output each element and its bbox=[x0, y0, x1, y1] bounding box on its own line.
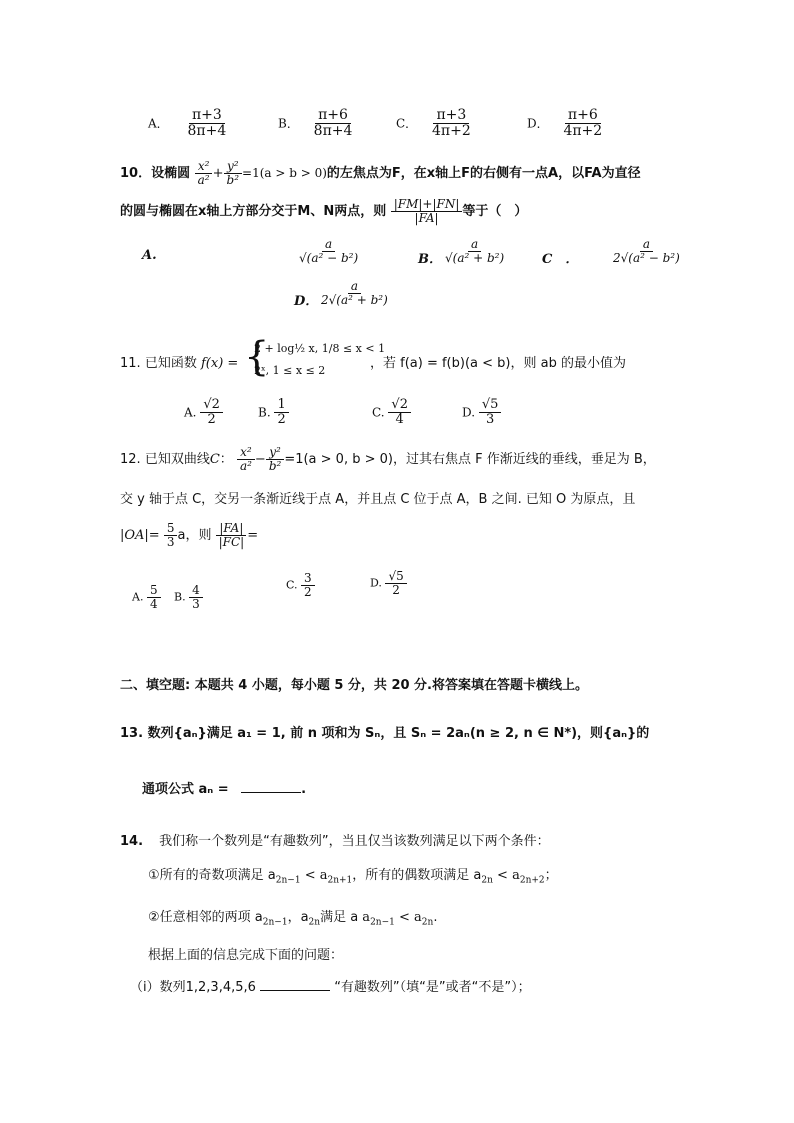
fraction bbox=[274, 398, 288, 428]
q14-condition-1: ①所有的奇数项满足 $a_{2n-1} < a_{2n+1}$，所有的偶数项满足 $a_{2n} < a_{2n+2}$； bbox=[148, 868, 558, 886]
q11-case1: 2 + log½ x, 1/8 ≤ x < 1 bbox=[254, 342, 386, 355]
q14-cond2c: 满足 a bbox=[320, 910, 359, 925]
q12-option-c bbox=[286, 572, 315, 599]
numerator: a bbox=[468, 238, 481, 252]
q14-intro: 我们称一个数列是“有趣数列”，当且仅当该数列满足以下两个条件： bbox=[159, 834, 550, 849]
q11-cases bbox=[254, 338, 385, 382]
numerator: 1 bbox=[274, 398, 288, 413]
q12-option-b bbox=[174, 584, 203, 611]
numerator: √5 bbox=[385, 570, 406, 584]
q10-option-a bbox=[296, 238, 361, 265]
q13-end: . bbox=[301, 782, 307, 797]
q14-cond1b: ，所有的偶数项满足 a bbox=[352, 868, 482, 883]
q11-text1: 已知函数 bbox=[144, 356, 197, 371]
q10-option-c-label: C ． bbox=[542, 252, 579, 267]
q10-condition: =1(a > b > 0) bbox=[242, 166, 327, 181]
option-label: A. bbox=[184, 405, 197, 420]
q13-line2 bbox=[142, 778, 306, 797]
fraction bbox=[195, 160, 213, 187]
question-number: 10． bbox=[120, 166, 152, 182]
question-number: 11. bbox=[120, 356, 141, 371]
numerator: x² bbox=[195, 160, 213, 174]
fraction bbox=[311, 108, 356, 140]
numerator: √2 bbox=[200, 398, 223, 413]
q11-option-a bbox=[184, 398, 223, 428]
fraction bbox=[318, 280, 391, 307]
question-number: 13. bbox=[120, 726, 144, 741]
q10-text3: 的圆与椭圆在x轴上方部分交于M、N两点，则 bbox=[120, 204, 387, 220]
denominator: a² bbox=[197, 173, 210, 188]
section-heading: 二、填空题: 本题共 4 小题，每小题 5 分，共 20 分.将答案填在答题卡横线上。 bbox=[120, 678, 589, 693]
fraction bbox=[479, 398, 502, 428]
denominator: b² bbox=[268, 459, 282, 474]
denominator: 3 bbox=[485, 412, 495, 428]
q12-option-a bbox=[132, 584, 161, 611]
denominator: 4π+2 bbox=[563, 123, 603, 140]
q14-cond2a: ②任意相邻的两项 a bbox=[148, 910, 263, 925]
q9-option-c bbox=[396, 108, 474, 140]
numerator: √2 bbox=[388, 398, 411, 413]
q13-line2-text: 通项公式 aₙ = bbox=[142, 782, 229, 797]
denominator: 2 bbox=[277, 412, 286, 428]
denominator: 8π+4 bbox=[187, 123, 227, 140]
q11-option-b bbox=[258, 398, 289, 428]
denominator: √(a² + b²) bbox=[445, 251, 505, 266]
numerator: y² bbox=[266, 446, 284, 460]
denominator: 3 bbox=[192, 597, 200, 612]
q14-cond2d: . bbox=[433, 910, 438, 925]
q10-text2: 的左焦点为F，在x轴上F的右侧有一点A，以FA为直径 bbox=[326, 166, 641, 182]
q14-cond1c: ； bbox=[544, 868, 558, 883]
q11-case2: 2ˣ, 1 ≤ x ≤ 2 bbox=[254, 364, 326, 377]
numerator: π+6 bbox=[565, 108, 601, 124]
answer-blank[interactable] bbox=[260, 990, 330, 991]
fraction bbox=[147, 584, 161, 611]
fraction bbox=[385, 570, 406, 597]
numerator: 4 bbox=[189, 584, 203, 598]
denominator: 4 bbox=[149, 597, 158, 612]
numerator: |FM|+|FN| bbox=[391, 198, 463, 212]
fraction bbox=[216, 522, 248, 549]
option-label: A. bbox=[132, 590, 144, 604]
q12-oa-a: a，则 bbox=[177, 528, 212, 544]
q14-condition-2: ②任意相邻的两项 $a_{2n-1}$，$a_{2n}$满足 a $a_{2n-1} < a_{2n}$. bbox=[148, 910, 438, 928]
numerator: a bbox=[640, 238, 653, 252]
numerator: 5 bbox=[147, 584, 161, 598]
fraction bbox=[388, 398, 411, 428]
q9-option-b bbox=[278, 108, 355, 140]
q10-option-b bbox=[442, 238, 507, 265]
curve-name: C bbox=[209, 452, 220, 468]
numerator: |FA| bbox=[216, 522, 246, 536]
denominator: 8π+4 bbox=[313, 123, 353, 140]
q10-text4: 等于（ ） bbox=[462, 204, 528, 220]
denominator: b² bbox=[226, 173, 240, 188]
option-label: B. bbox=[174, 590, 186, 604]
q12-line3 bbox=[120, 522, 258, 549]
denominator: |FA| bbox=[414, 211, 439, 226]
fraction bbox=[200, 398, 223, 428]
q10-option-d bbox=[318, 280, 391, 307]
numerator: 5 bbox=[164, 522, 178, 536]
q11-option-c bbox=[372, 398, 411, 428]
q14-part1 bbox=[130, 976, 531, 995]
denominator: 2 bbox=[207, 412, 216, 428]
fraction bbox=[189, 584, 203, 611]
q10-option-b-label: B． bbox=[418, 252, 442, 267]
fraction bbox=[266, 446, 285, 473]
q9-option-d bbox=[527, 108, 605, 140]
option-label: B. bbox=[258, 405, 271, 420]
option-label: B． bbox=[278, 116, 299, 131]
option-label: C. bbox=[372, 405, 385, 420]
q12-text1: 已知双曲线 bbox=[144, 452, 210, 468]
q10-option-c bbox=[610, 238, 683, 265]
q11-line1 bbox=[120, 352, 238, 371]
numerator: y² bbox=[224, 160, 242, 174]
fraction bbox=[610, 238, 683, 265]
denominator: 2√(a² − b²) bbox=[613, 251, 680, 266]
fraction bbox=[164, 522, 178, 549]
q10-line1: 10．设椭圆 $\frac{\text{x²}}{\text{a²}}$ + $\frac{\text{y²}}{\text{b²}}$ =1(a > b > 0)的左焦点为F，在x轴上F的右侧有一点A，以FA为直径 bbox=[120, 159, 641, 188]
numerator: a bbox=[348, 280, 361, 294]
numerator: π+6 bbox=[315, 108, 351, 124]
option-label: D． bbox=[527, 116, 549, 131]
piecewise-brace: { bbox=[244, 334, 270, 380]
denominator: a² bbox=[239, 459, 252, 474]
numerator: π+3 bbox=[433, 108, 469, 124]
q10-option-a-label: A. bbox=[142, 248, 157, 263]
q14-cond2b: ，a bbox=[287, 910, 309, 925]
oa-label: |OA|= bbox=[120, 528, 160, 544]
denominator: 3 bbox=[166, 535, 175, 550]
numerator: π+3 bbox=[189, 108, 225, 124]
answer-blank[interactable] bbox=[241, 792, 301, 793]
q14-cond1a: ①所有的奇数项满足 a bbox=[148, 868, 276, 883]
denominator: |FC| bbox=[218, 535, 245, 550]
fraction bbox=[442, 238, 507, 265]
denominator: √(a² − b²) bbox=[299, 251, 359, 266]
q12-line2: 交 y 轴于点 C，交另一条渐近线于点 A，并且点 C 位于点 A，B 之间. 已知 O 为原点，且 bbox=[120, 492, 636, 507]
q12-eq: =1(a > 0, b > 0)，过其右焦点 F 作渐近线的垂线，垂足为 B， bbox=[284, 452, 656, 468]
fraction bbox=[224, 160, 243, 187]
numerator: √5 bbox=[479, 398, 502, 413]
option-label: C. bbox=[286, 578, 298, 592]
denominator: 2 bbox=[304, 585, 312, 600]
q10-option-d-label: D． bbox=[294, 294, 319, 309]
q12-line1: 12. 已知双曲线C： $\frac{\text{x²}}{\text{a²}}$ − $\frac{\text{y²}}{\text{b²}}$ =1(a > 0, b > 0)，过其右焦点 F 作渐近线的垂线，垂足为 B， bbox=[120, 445, 656, 474]
fraction bbox=[391, 198, 463, 225]
q11-option-d bbox=[462, 398, 501, 428]
numerator: 3 bbox=[301, 572, 315, 586]
denominator: 4π+2 bbox=[432, 123, 471, 140]
fraction bbox=[560, 108, 605, 140]
q10-text1: 设椭圆 bbox=[151, 166, 191, 182]
denominator: 2 bbox=[392, 583, 400, 598]
option-label: C． bbox=[396, 116, 418, 131]
option-label: A． bbox=[148, 116, 169, 131]
q13-text: 数列{aₙ}满足 a₁ = 1, 前 n 项和为 Sₙ，且 Sₙ = 2aₙ(n ≥ 2, n ∈ N*)，则{aₙ}的 bbox=[147, 726, 650, 741]
question-number: 12. bbox=[120, 452, 141, 468]
equals-sign: = bbox=[247, 528, 259, 544]
denominator: 4 bbox=[395, 412, 404, 428]
fraction bbox=[301, 572, 315, 599]
q11-text2: ，若 f(a) = f(b)(a < b)，则 ab 的最小值为 bbox=[370, 356, 626, 371]
option-label: D. bbox=[462, 405, 476, 420]
fraction bbox=[429, 108, 474, 140]
q14-part1b: “有趣数列”（填“是”或者“不是”）； bbox=[334, 980, 531, 995]
question-number: 14. bbox=[120, 834, 144, 849]
fraction bbox=[237, 446, 255, 473]
numerator: a bbox=[322, 238, 335, 252]
q10-line2 bbox=[120, 198, 527, 225]
q13-line1 bbox=[120, 722, 649, 741]
q11-fx: f(x) = bbox=[200, 356, 239, 371]
q12-option-d bbox=[370, 570, 407, 597]
denominator: 2√(a² + b²) bbox=[321, 293, 388, 308]
option-label: D. bbox=[370, 576, 382, 590]
fraction bbox=[185, 108, 230, 140]
q14-part1a: （i）数列1,2,3,4,5,6 bbox=[130, 980, 256, 995]
numerator: x² bbox=[237, 446, 255, 460]
fraction bbox=[296, 238, 361, 265]
q14-prompt: 根据上面的信息完成下面的问题： bbox=[148, 948, 344, 963]
q14-intro-line bbox=[120, 830, 550, 849]
q9-option-a bbox=[148, 108, 229, 140]
